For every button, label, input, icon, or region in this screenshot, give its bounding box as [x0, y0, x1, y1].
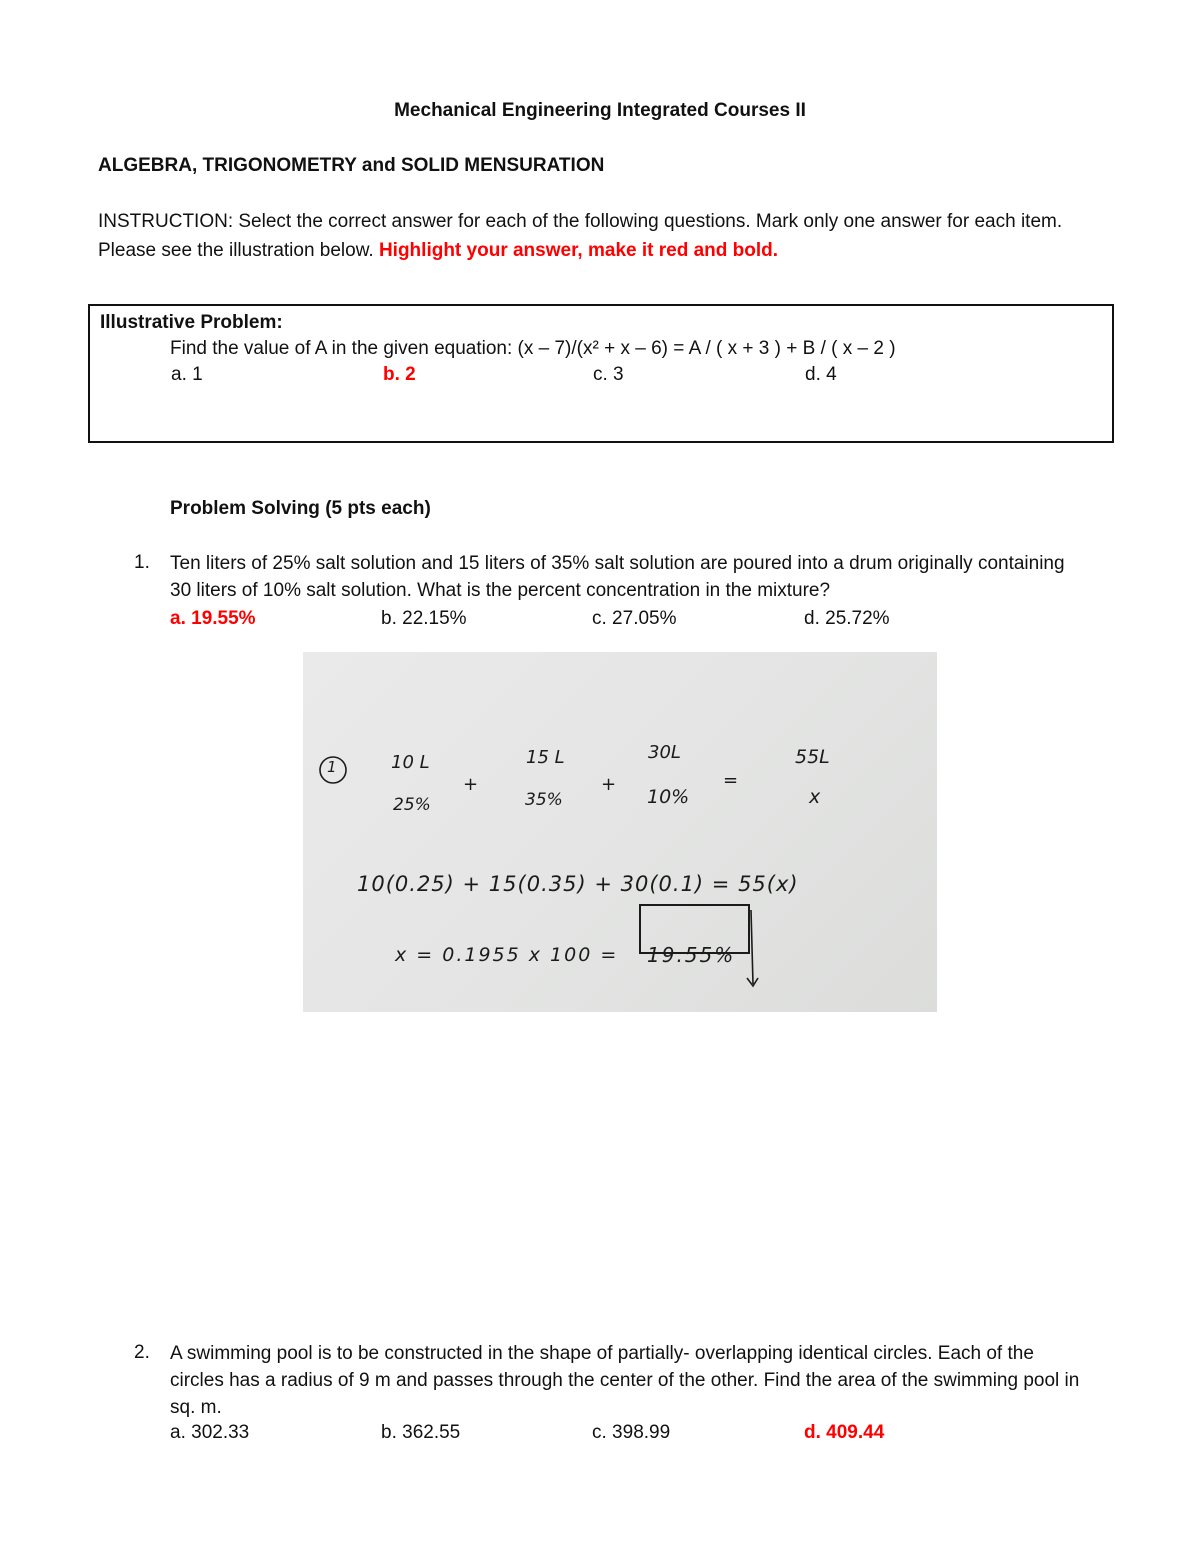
question-2-line-2: circles has a radius of 9 m and passes through the center of the other. Find the area of the swimming pool in	[170, 1370, 1080, 1391]
hw-volume-2: 15 L	[526, 747, 565, 768]
illustrative-choices	[90, 364, 1112, 388]
hw-concentration-2: 35%	[525, 790, 563, 810]
illustrative-choice-a: a. 1	[171, 364, 203, 385]
instruction	[98, 207, 1108, 265]
question-2-choice-d: d. 409.44	[804, 1422, 885, 1443]
circle-number: 1	[327, 758, 337, 776]
instruction-line-2	[98, 236, 1108, 265]
question-1-choice-b: b. 22.15%	[381, 608, 467, 629]
question-1-text	[170, 550, 1110, 604]
hw-equals: =	[723, 770, 739, 791]
question-2-text	[170, 1340, 1110, 1421]
illustrative-heading: Illustrative Problem:	[100, 312, 283, 333]
question-1-choices	[0, 608, 1200, 632]
hw-volume-3: 30L	[648, 742, 681, 763]
question-2-number: 2.	[134, 1342, 150, 1363]
question-2-choice-a: a. 302.33	[170, 1422, 250, 1443]
illustrative-question: Find the value of A in the given equation: (x – 7)/(x² + x – 6) = A / ( x + 3 ) + B / ( x – 2 )	[170, 338, 896, 359]
hw-concentration-1: 25%	[393, 795, 431, 815]
hw-plus-1: +	[463, 774, 479, 795]
instruction-text: Please see the illustration below.	[98, 240, 374, 261]
handwritten-solution-photo	[303, 652, 937, 1012]
hw-equation: 10(0.25) + 15(0.35) + 30(0.1) = 55(x)	[357, 872, 799, 896]
hw-solution-left: x = 0.1955 x 100 =	[395, 944, 619, 966]
question-2-choices	[0, 1422, 1200, 1446]
hw-solution-boxed: 19.55%	[647, 943, 736, 967]
illustrative-choice-c: c. 3	[593, 364, 624, 385]
question-1-choice-c: c. 27.05%	[592, 608, 677, 629]
hw-unknown-x: x	[809, 786, 821, 808]
illustrative-choice-b: b. 2	[383, 364, 416, 385]
question-2-line-1: A swimming pool is to be constructed in the shape of partially- overlapping identical circles. Each of the	[170, 1343, 1034, 1364]
question-1-line-2: 30 liters of 10% salt solution. What is the percent concentration in the mixture?	[170, 580, 831, 601]
hw-volume-1: 10 L	[391, 752, 430, 773]
question-1-line-1: Ten liters of 25% salt solution and 15 liters of 35% salt solution are poured into a drum originally containing	[170, 553, 1065, 574]
answer-arrow-stroke	[751, 910, 753, 984]
hw-volume-total: 55L	[795, 746, 830, 768]
question-2-choice-c: c. 398.99	[592, 1422, 671, 1443]
instruction-line-1: INSTRUCTION: Select the correct answer for each of the following questions. Mark only one answer for each item.	[98, 211, 1063, 232]
hw-concentration-3: 10%	[647, 786, 690, 808]
problem-solving-heading: Problem Solving (5 pts each)	[170, 498, 431, 519]
hw-plus-2: +	[601, 774, 617, 795]
question-2-choice-b: b. 362.55	[381, 1422, 461, 1443]
question-1-choice-d: d. 25.72%	[804, 608, 890, 629]
question-2-line-3: sq. m.	[170, 1397, 222, 1418]
question-1-number: 1.	[134, 552, 150, 573]
instruction-highlight: Highlight your answer, make it red and bold.	[378, 240, 779, 261]
illustrative-choice-d: d. 4	[805, 364, 837, 385]
section-title: ALGEBRA, TRIGONOMETRY and SOLID MENSURATION	[98, 155, 605, 176]
document-title: Mechanical Engineering Integrated Courses II	[394, 100, 806, 121]
illustrative-problem-box	[88, 304, 1114, 443]
question-1-choice-a: a. 19.55%	[170, 608, 256, 629]
